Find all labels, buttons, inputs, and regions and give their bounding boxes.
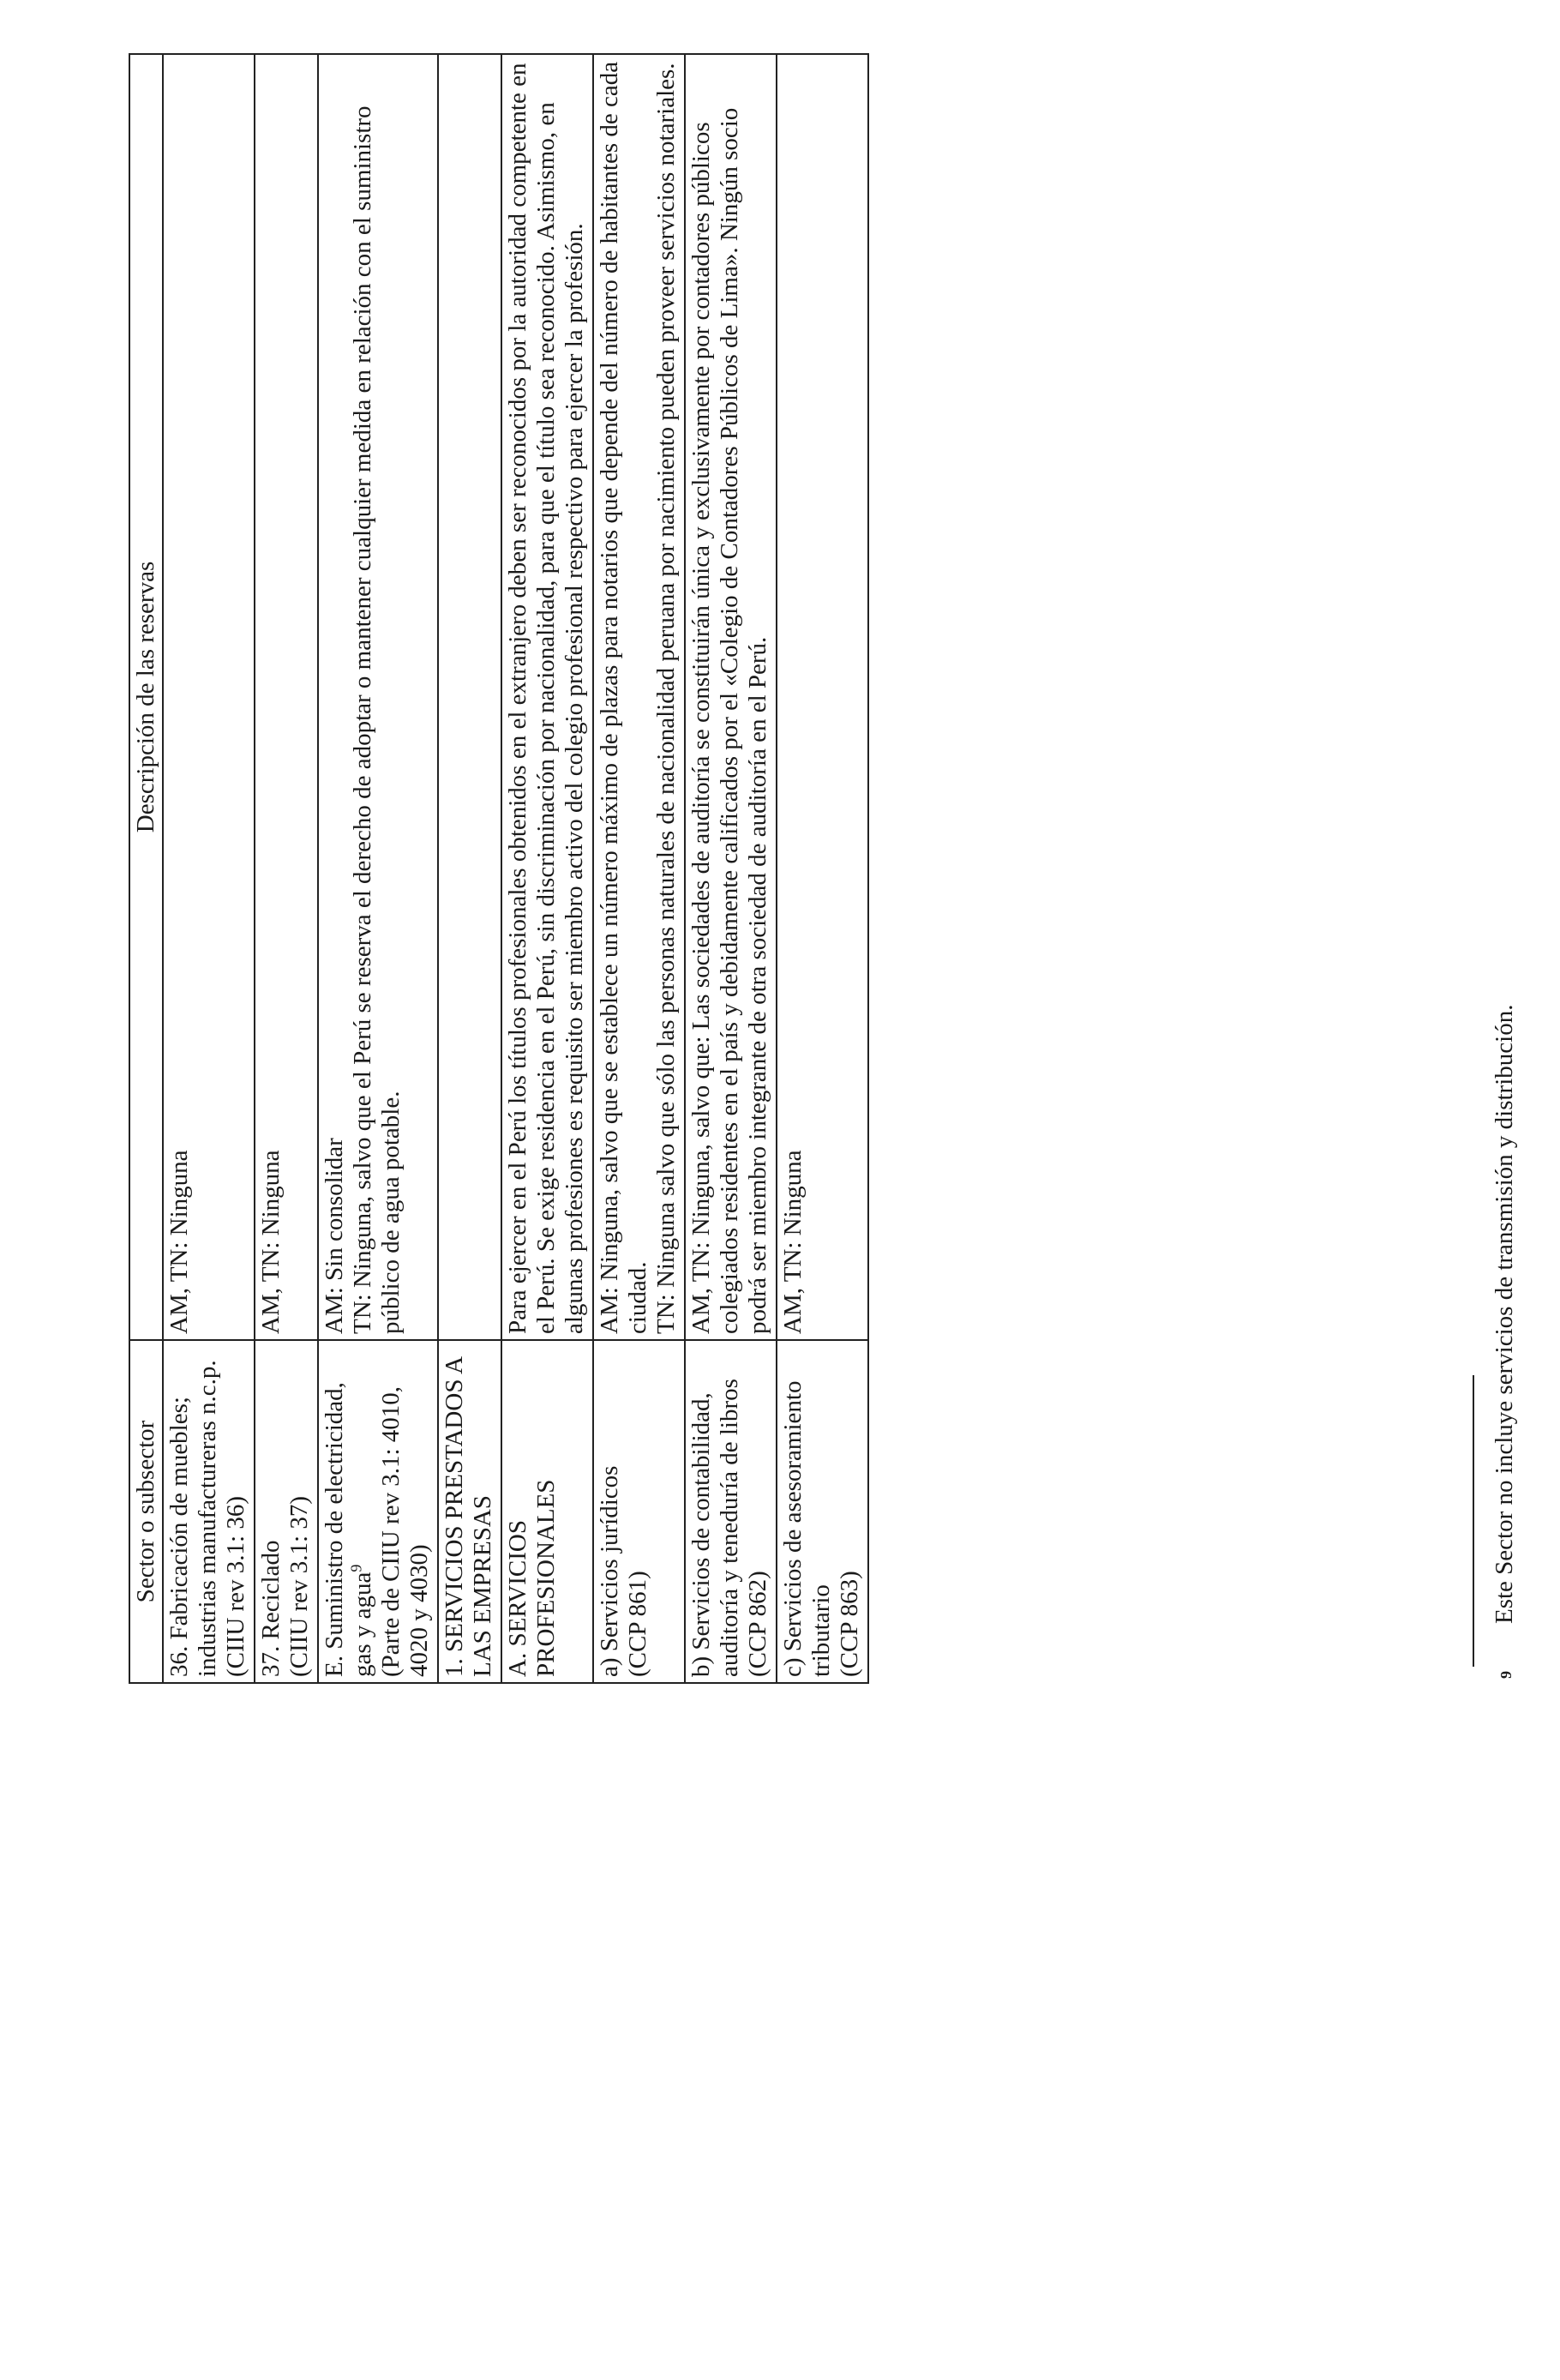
table-row [318,54,438,1683]
footnote-reference[interactable]: 9 [347,1564,365,1572]
header-description: Descripción de las reservas [129,54,163,1340]
table-row [501,54,593,1683]
footnote-number: 9 [1497,1671,1515,1679]
table-row [163,54,255,1683]
reservation-cell: AM, TN: Ninguna, salvo que: Las sociedades de auditoría se constituirán única y exclusivamente por contadores públicos colegiados residentes en el país y debidamente calificados por el «Colegio de Contadores Públicos de Lima». Ningún socio podrá ser miembro integrante de otra sociedad de auditoría en el Perú. [685,54,777,1340]
reservations-table [129,53,869,1684]
sector-cell: 37. Reciclado (CIIU rev 3.1: 37) [255,1340,318,1683]
table-header-row [129,54,163,1683]
footnote-text: Este Sector no incluye servicios de transmisión y distribución. [1491,1004,1518,1624]
sector-cell: a) Servicios jurídicos (CCP 861) [593,1340,685,1683]
reservation-cell: AM, TN: Ninguna [777,54,868,1340]
sector-cell: 36. Fabricación de muebles; industrias manufactureras n.c.p. (CIIU rev 3.1: 36) [163,1340,255,1683]
sector-cell: 1. SERVICIOS PRESTADOS A LAS EMPRESAS [438,1340,501,1683]
reservation-cell: AM: Sin consolidar TN: Ninguna, salvo que el Perú se reserva el derecho de adoptar o mantener cualquier medida en relación con el suministro público de agua potable. [318,54,438,1340]
reservation-cell: Para ejercer en el Perú los títulos profesionales obtenidos en el extranjero deben ser reconocidos por la autoridad competente en el Perú. Se exige residencia en el Perú, sin discriminación por nacionalidad, para que el título sea reconocido. Asimismo, en algunas profesiones es requisito ser miembro activo del colegio profesional respectivo para ejercer la profesión. [501,54,593,1340]
sector-code: (Parte de CIIU rev 3.1: 4010, 4020 y 4030) [377,1385,433,1677]
sector-cell: c) Servicios de asesoramiento tributario (CCP 863) [777,1340,868,1683]
reservation-cell: AM: Ninguna, salvo que se establece un número máximo de plazas para notarios que depende del número de habitantes de cada ciudad. TN: Ninguna salvo que sólo las personas naturales de nacionalidad peruana por nacimiento pueden proveer servicios notariales. [593,54,685,1340]
sector-cell: b) Servicios de contabilidad, auditoría y teneduría de libros (CCP 862) [685,1340,777,1683]
reservation-cell: AM, TN: Ninguna [255,54,318,1340]
table-row [593,54,685,1683]
footnote [1490,478,1521,1679]
footnote-divider [1473,1375,1474,1667]
sector-text: E. Suministro de electricidad, gas y agua [321,1382,376,1677]
sector-cell: A. SERVICIOS PROFESIONALES [501,1340,593,1683]
table-row [685,54,777,1683]
table-row [438,54,501,1683]
table-row [255,54,318,1683]
reservation-cell [438,54,501,1340]
reservation-cell: AM, TN: Ninguna [163,54,255,1340]
header-sector: Sector o subsector [129,1340,163,1683]
table-row [777,54,868,1683]
sector-cell [318,1340,438,1683]
